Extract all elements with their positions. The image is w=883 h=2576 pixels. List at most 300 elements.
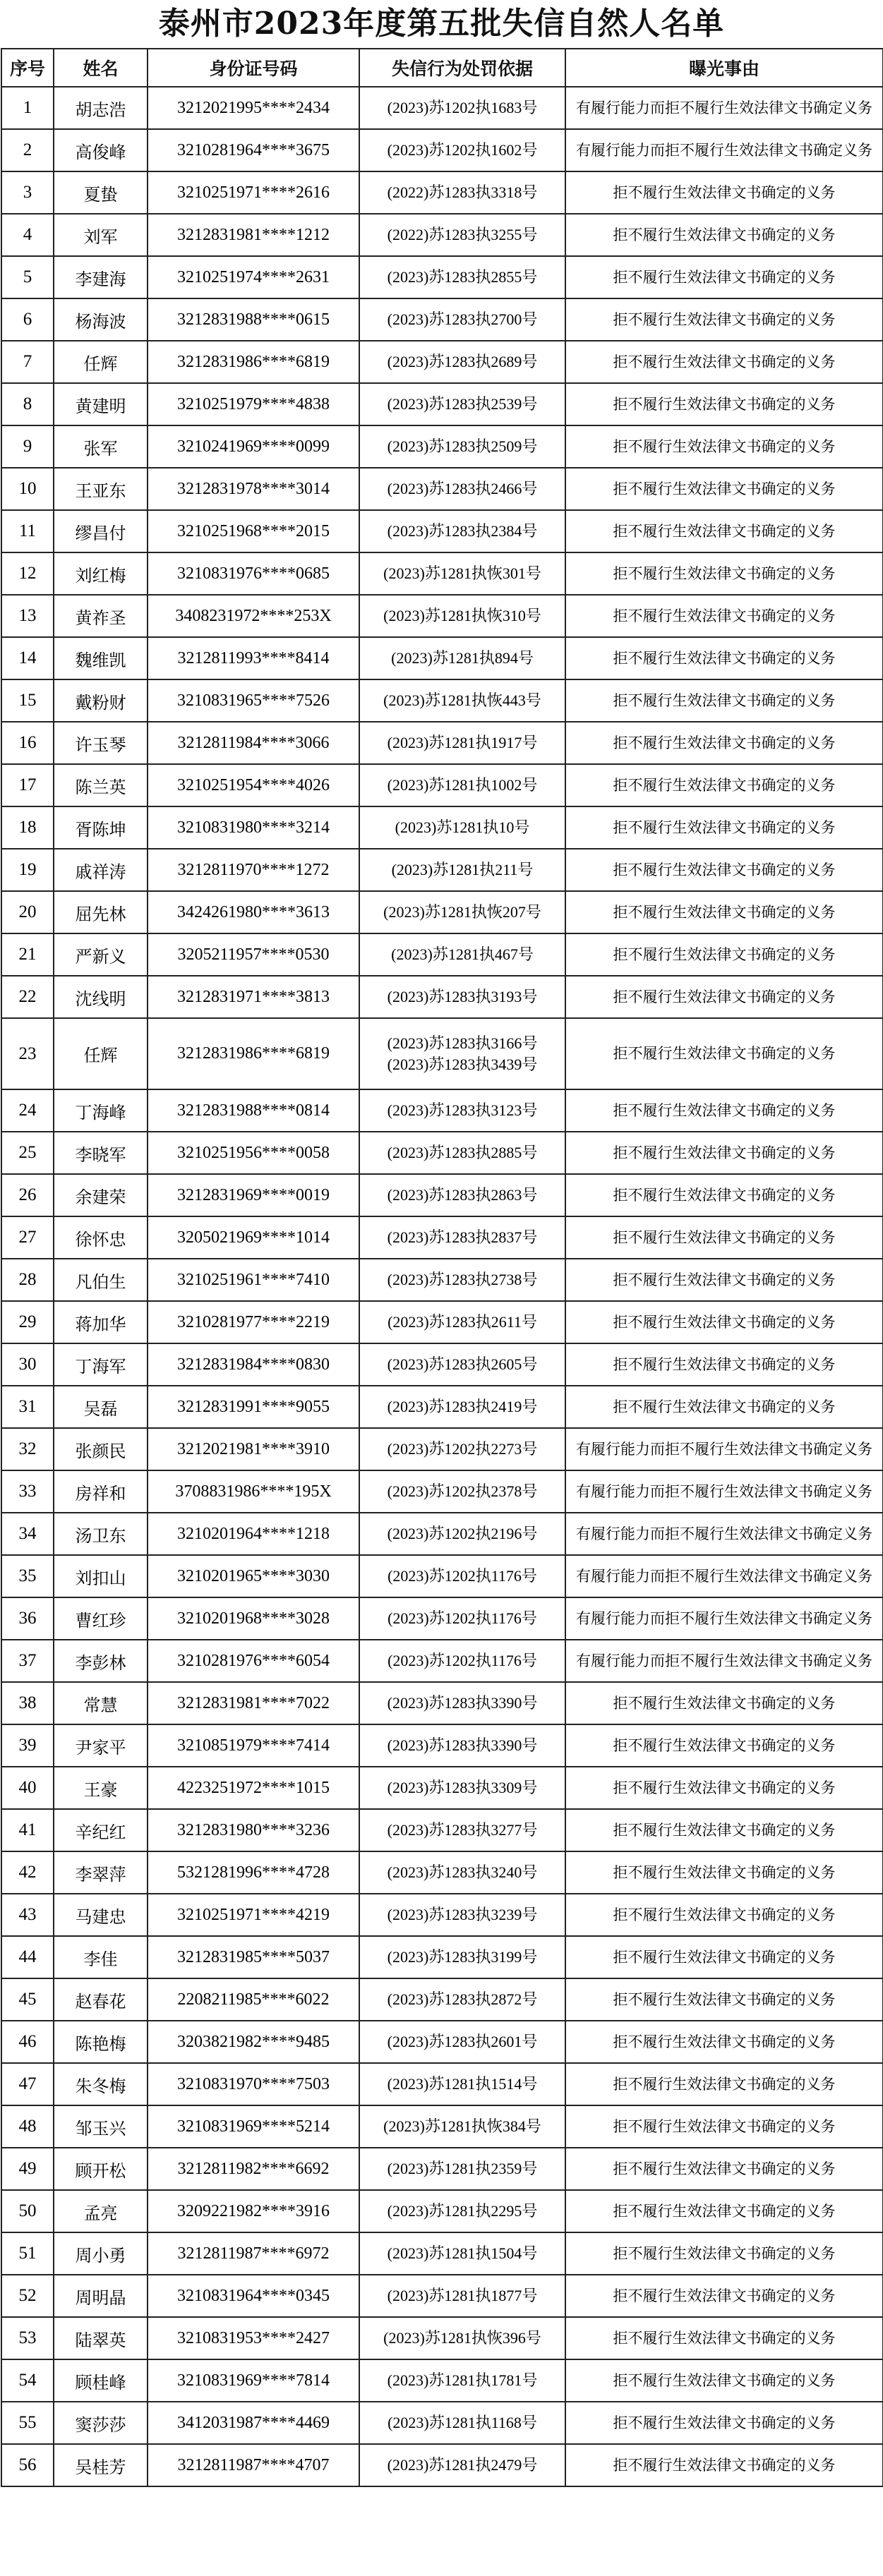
- person-name: 许玉琴: [54, 722, 148, 764]
- case-number: (2023)苏1283执2738号: [387, 1271, 538, 1288]
- row-number: 25: [1, 1132, 54, 1174]
- row-number: 49: [1, 2148, 54, 2190]
- row-number: 45: [1, 1978, 54, 2021]
- exposure-reason: [565, 2359, 883, 2402]
- exposure-reason-text: 拒不履行生效法律文书确定的义务: [613, 1821, 836, 1839]
- exposure-reason: [565, 1936, 883, 1978]
- table-row: [1, 171, 883, 214]
- person-name: 胡志浩: [54, 87, 148, 129]
- id-number: 3212831986****6819: [148, 341, 359, 383]
- id-number: 3212831984****0830: [148, 1343, 359, 1386]
- penalty-basis: [359, 679, 565, 722]
- exposure-reason-text: 拒不履行生效法律文书确定的义务: [613, 1271, 836, 1288]
- table-row: [1, 1428, 883, 1470]
- case-number: (2023)苏1283执3199号: [387, 1948, 538, 1966]
- case-number: (2023)苏1283执2419号: [387, 1398, 538, 1415]
- penalty-basis: [359, 425, 565, 468]
- table-row: [1, 298, 883, 341]
- penalty-basis: [359, 1259, 565, 1301]
- table-row: [1, 1809, 883, 1851]
- row-number: 12: [1, 552, 54, 595]
- exposure-reason-text: 拒不履行生效法律文书确定的义务: [613, 2117, 836, 2135]
- penalty-basis: [359, 87, 565, 129]
- id-number: 3210831964****0345: [148, 2275, 359, 2317]
- case-number: (2023)苏1283执3309号: [387, 1779, 538, 1796]
- case-number: (2023)苏1283执3166号: [387, 1034, 538, 1052]
- case-number: (2023)苏1283执2539号: [387, 395, 538, 413]
- row-number: 5: [1, 256, 54, 298]
- exposure-reason: [565, 1216, 883, 1259]
- penalty-basis: [359, 2444, 565, 2486]
- case-number: (2023)苏1281执1514号: [387, 2075, 538, 2093]
- table-row: [1, 2402, 883, 2444]
- exposure-reason-text: 拒不履行生效法律文书确定的义务: [613, 818, 836, 836]
- dishonest-persons-table: [1, 48, 883, 2487]
- table-row: [1, 1132, 883, 1174]
- table-row: [1, 214, 883, 256]
- person-name: 刘红梅: [54, 552, 148, 595]
- exposure-reason-text: 拒不履行生效法律文书确定的义务: [613, 2456, 836, 2474]
- case-number: (2023)苏1281执恢310号: [383, 607, 541, 624]
- person-name: 周小勇: [54, 2232, 148, 2275]
- id-number: 3210281964****3675: [148, 129, 359, 171]
- person-name: 朱冬梅: [54, 2063, 148, 2105]
- person-name: 任辉: [54, 1018, 148, 1089]
- id-number: 3210831965****7526: [148, 679, 359, 722]
- table-row: [1, 1724, 883, 1767]
- person-name: 魏维凯: [54, 637, 148, 679]
- row-number: 6: [1, 298, 54, 341]
- exposure-reason: [565, 679, 883, 722]
- exposure-reason-text: 拒不履行生效法律文书确定的义务: [613, 564, 836, 582]
- case-number: (2023)苏1202执2378号: [387, 1482, 538, 1500]
- exposure-reason-text: 拒不履行生效法律文书确定的义务: [613, 1398, 836, 1415]
- person-name: 尹家平: [54, 1724, 148, 1767]
- exposure-reason-text: 拒不履行生效法律文书确定的义务: [613, 2414, 836, 2431]
- exposure-reason-text: 拒不履行生效法律文书确定的义务: [613, 1101, 836, 1119]
- id-number: 3212811984****3066: [148, 722, 359, 764]
- table-row: [1, 1513, 883, 1555]
- header-exposure-reason: 曝光事由: [565, 49, 883, 87]
- penalty-basis: [359, 2402, 565, 2444]
- penalty-basis: [359, 849, 565, 891]
- penalty-basis: [359, 933, 565, 976]
- exposure-reason-text: 拒不履行生效法律文书确定的义务: [613, 1863, 836, 1881]
- person-name: 陈兰英: [54, 764, 148, 806]
- exposure-reason: [565, 383, 883, 425]
- penalty-basis: [359, 256, 565, 298]
- id-number: 3212831971****3813: [148, 976, 359, 1018]
- penalty-basis: [359, 1555, 565, 1597]
- case-number: (2023)苏1283执2689号: [387, 353, 538, 370]
- table-row: [1, 637, 883, 679]
- person-name: 吴磊: [54, 1386, 148, 1428]
- person-name: 王亚东: [54, 468, 148, 510]
- exposure-reason: [565, 1174, 883, 1216]
- row-number: 52: [1, 2275, 54, 2317]
- penalty-basis: [359, 891, 565, 933]
- person-name: 王豪: [54, 1767, 148, 1809]
- id-number: 3203821982****9485: [148, 2021, 359, 2063]
- id-number: 3210201965****3030: [148, 1555, 359, 1597]
- case-number: (2023)苏1283执3390号: [387, 1694, 538, 1712]
- id-number: 3708831986****195X: [148, 1470, 359, 1513]
- case-number: (2023)苏1281执1504号: [387, 2244, 538, 2262]
- exposure-reason-text: 拒不履行生效法律文书确定的义务: [613, 2033, 836, 2050]
- case-number: (2023)苏1281执恢443号: [383, 691, 541, 709]
- penalty-basis: [359, 2317, 565, 2359]
- table-row: [1, 1682, 883, 1724]
- exposure-reason: [565, 2232, 883, 2275]
- person-name: 窦莎莎: [54, 2402, 148, 2444]
- row-number: 48: [1, 2105, 54, 2148]
- person-name: 余建荣: [54, 1174, 148, 1216]
- person-name: 屈先林: [54, 891, 148, 933]
- id-number: 3210831969****7814: [148, 2359, 359, 2402]
- id-number: 3210251971****4219: [148, 1894, 359, 1936]
- person-name: 李建海: [54, 256, 148, 298]
- person-name: 辛纪红: [54, 1809, 148, 1851]
- row-number: 28: [1, 1259, 54, 1301]
- case-number: (2023)苏1281执恢207号: [383, 903, 541, 921]
- id-number: 3210251971****2616: [148, 171, 359, 214]
- table-row: [1, 1216, 883, 1259]
- person-name: 严新义: [54, 933, 148, 976]
- person-name: 夏蛰: [54, 171, 148, 214]
- id-number: 3212831981****7022: [148, 1682, 359, 1724]
- table-header-row: [1, 49, 883, 87]
- table-row: [1, 341, 883, 383]
- exposure-reason-text: 拒不履行生效法律文书确定的义务: [613, 2371, 836, 2389]
- case-number: (2023)苏1281执2295号: [387, 2202, 538, 2220]
- table-row: [1, 468, 883, 510]
- table-row: [1, 552, 883, 595]
- exposure-reason: [565, 1978, 883, 2021]
- row-number: 17: [1, 764, 54, 806]
- penalty-basis: [359, 806, 565, 849]
- table-row: [1, 1894, 883, 1936]
- penalty-basis: [359, 637, 565, 679]
- exposure-reason-text: 拒不履行生效法律文书确定的义务: [613, 1228, 836, 1246]
- table-row: [1, 2021, 883, 2063]
- person-name: 房祥和: [54, 1470, 148, 1513]
- penalty-basis: [359, 1978, 565, 2021]
- penalty-basis: [359, 1089, 565, 1132]
- penalty-basis: [359, 1386, 565, 1428]
- exposure-reason: [565, 2275, 883, 2317]
- exposure-reason-text: 拒不履行生效法律文书确定的义务: [613, 1906, 836, 1923]
- id-number: 3212831980****3236: [148, 1809, 359, 1851]
- id-number: 3210251961****7410: [148, 1259, 359, 1301]
- exposure-reason: [565, 214, 883, 256]
- person-name: 蒋加华: [54, 1301, 148, 1343]
- row-number: 4: [1, 214, 54, 256]
- case-number: (2023)苏1281执894号: [391, 649, 534, 667]
- penalty-basis: [359, 1216, 565, 1259]
- person-name: 陆翠英: [54, 2317, 148, 2359]
- person-name: 丁海峰: [54, 1089, 148, 1132]
- person-name: 周明晶: [54, 2275, 148, 2317]
- person-name: 胥陈坤: [54, 806, 148, 849]
- row-number: 18: [1, 806, 54, 849]
- exposure-reason: [565, 87, 883, 129]
- id-number: 3210831970****7503: [148, 2063, 359, 2105]
- table-row: [1, 891, 883, 933]
- penalty-basis: [359, 1682, 565, 1724]
- exposure-reason-text: 拒不履行生效法律文书确定的义务: [613, 2287, 836, 2304]
- exposure-reason-text: 拒不履行生效法律文书确定的义务: [613, 1313, 836, 1331]
- case-number: (2023)苏1283执2601号: [387, 2033, 538, 2050]
- person-name: 邹玉兴: [54, 2105, 148, 2148]
- person-name: 张军: [54, 425, 148, 468]
- table-row: [1, 1978, 883, 2021]
- case-number: (2023)苏1281执2359号: [387, 2160, 538, 2177]
- id-number: 3412031987****4469: [148, 2402, 359, 2444]
- exposure-reason: [565, 891, 883, 933]
- case-number: (2023)苏1202执1602号: [387, 141, 538, 159]
- row-number: 37: [1, 1640, 54, 1682]
- penalty-basis: [359, 383, 565, 425]
- exposure-reason: [565, 298, 883, 341]
- exposure-reason-text: 拒不履行生效法律文书确定的义务: [613, 649, 836, 667]
- exposure-reason: [565, 1301, 883, 1343]
- exposure-reason: [565, 425, 883, 468]
- case-number: (2023)苏1202执1176号: [388, 1567, 537, 1585]
- table-row: [1, 2148, 883, 2190]
- case-number: (2023)苏1202执2273号: [387, 1440, 538, 1458]
- table-row: [1, 1767, 883, 1809]
- penalty-basis: [359, 2359, 565, 2402]
- table-row: [1, 129, 883, 171]
- row-number: 27: [1, 1216, 54, 1259]
- case-number: (2023)苏1202执2196号: [387, 1525, 538, 1542]
- case-number: (2023)苏1281执211号: [391, 861, 534, 878]
- exposure-reason: [565, 1428, 883, 1470]
- table-row: [1, 2444, 883, 2486]
- row-number: 33: [1, 1470, 54, 1513]
- id-number: 3212831981****1212: [148, 214, 359, 256]
- id-number: 3212831988****0615: [148, 298, 359, 341]
- person-name: 李佳: [54, 1936, 148, 1978]
- table-row: [1, 764, 883, 806]
- case-number: (2023)苏1283执3277号: [387, 1821, 538, 1839]
- case-number: (2023)苏1281执恢384号: [383, 2117, 541, 2135]
- table-row: [1, 1851, 883, 1894]
- table-row: [1, 1936, 883, 1978]
- person-name: 陈艳梅: [54, 2021, 148, 2063]
- case-number: (2023)苏1202执1176号: [388, 1652, 537, 1669]
- exposure-reason: [565, 1018, 883, 1089]
- exposure-reason: [565, 2148, 883, 2190]
- penalty-basis: [359, 1018, 565, 1089]
- table-row: [1, 806, 883, 849]
- row-number: 34: [1, 1513, 54, 1555]
- exposure-reason: [565, 2190, 883, 2232]
- penalty-basis: [359, 171, 565, 214]
- person-name: 丁海军: [54, 1343, 148, 1386]
- penalty-basis: [359, 722, 565, 764]
- person-name: 戴粉财: [54, 679, 148, 722]
- row-number: 35: [1, 1555, 54, 1597]
- exposure-reason-text: 拒不履行生效法律文书确定的义务: [613, 607, 836, 624]
- case-number: (2022)苏1283执3255号: [387, 226, 538, 243]
- person-name: 赵春花: [54, 1978, 148, 2021]
- row-number: 42: [1, 1851, 54, 1894]
- person-name: 刘扣山: [54, 1555, 148, 1597]
- exposure-reason: [565, 933, 883, 976]
- id-number: 3210851979****7414: [148, 1724, 359, 1767]
- exposure-reason-text: 拒不履行生效法律文书确定的义务: [613, 353, 836, 370]
- row-number: 13: [1, 595, 54, 637]
- exposure-reason: [565, 1809, 883, 1851]
- exposure-reason: [565, 2105, 883, 2148]
- row-number: 8: [1, 383, 54, 425]
- penalty-basis: [359, 1936, 565, 1978]
- row-number: 43: [1, 1894, 54, 1936]
- penalty-basis: [359, 976, 565, 1018]
- exposure-reason-text: 拒不履行生效法律文书确定的义务: [613, 988, 836, 1005]
- row-number: 50: [1, 2190, 54, 2232]
- case-number: (2023)苏1202执1176号: [388, 1609, 537, 1627]
- exposure-reason-text: 有履行能力而拒不履行生效法律文书确定义务: [576, 99, 872, 116]
- case-number: (2023)苏1202执1683号: [387, 99, 538, 116]
- exposure-reason-text: 拒不履行生效法律文书确定的义务: [613, 1045, 836, 1062]
- row-number: 39: [1, 1724, 54, 1767]
- row-number: 51: [1, 2232, 54, 2275]
- row-number: 46: [1, 2021, 54, 2063]
- exposure-reason: [565, 637, 883, 679]
- id-number: 3212831991****9055: [148, 1386, 359, 1428]
- row-number: 56: [1, 2444, 54, 2486]
- table-row: [1, 1555, 883, 1597]
- id-number: 3210251974****2631: [148, 256, 359, 298]
- penalty-basis: [359, 1301, 565, 1343]
- penalty-basis: [359, 298, 565, 341]
- penalty-basis: [359, 1597, 565, 1640]
- id-number: 3210251954****4026: [148, 764, 359, 806]
- case-number: (2023)苏1283执2872号: [387, 1990, 538, 2008]
- id-number: 3210831980****3214: [148, 806, 359, 849]
- exposure-reason: [565, 468, 883, 510]
- person-name: 孟亮: [54, 2190, 148, 2232]
- exposure-reason: [565, 510, 883, 552]
- exposure-reason: [565, 1343, 883, 1386]
- table-row: [1, 849, 883, 891]
- table-row: [1, 1174, 883, 1216]
- penalty-basis: [359, 2148, 565, 2190]
- penalty-basis: [359, 510, 565, 552]
- row-number: 15: [1, 679, 54, 722]
- row-number: 30: [1, 1343, 54, 1386]
- case-number: (2023)苏1283执3240号: [387, 1863, 538, 1881]
- id-number: 5321281996****4728: [148, 1851, 359, 1894]
- exposure-reason-text: 拒不履行生效法律文书确定的义务: [613, 861, 836, 878]
- penalty-basis: [359, 1513, 565, 1555]
- exposure-reason-text: 拒不履行生效法律文书确定的义务: [613, 945, 836, 963]
- case-number: (2023)苏1281执1002号: [387, 776, 538, 794]
- table-row: [1, 2190, 883, 2232]
- penalty-basis: [359, 1132, 565, 1174]
- row-number: 9: [1, 425, 54, 468]
- row-number: 55: [1, 2402, 54, 2444]
- table-row: [1, 1301, 883, 1343]
- case-number: (2023)苏1281执1781号: [387, 2371, 538, 2389]
- person-name: 缪昌付: [54, 510, 148, 552]
- case-number: (2023)苏1283执2885号: [387, 1144, 538, 1161]
- penalty-basis: [359, 1767, 565, 1809]
- id-number: 3210201968****3028: [148, 1597, 359, 1640]
- penalty-basis: [359, 1851, 565, 1894]
- id-number: 3210201964****1218: [148, 1513, 359, 1555]
- person-name: 徐怀忠: [54, 1216, 148, 1259]
- exposure-reason-text: 拒不履行生效法律文书确定的义务: [613, 1186, 836, 1204]
- penalty-basis: [359, 1724, 565, 1767]
- exposure-reason: [565, 1894, 883, 1936]
- exposure-reason: [565, 1597, 883, 1640]
- exposure-reason-text: 有履行能力而拒不履行生效法律文书确定义务: [576, 1567, 872, 1585]
- exposure-reason: [565, 256, 883, 298]
- table-row: [1, 87, 883, 129]
- table-row: [1, 933, 883, 976]
- exposure-reason: [565, 764, 883, 806]
- exposure-reason-text: 拒不履行生效法律文书确定的义务: [613, 2329, 836, 2347]
- id-number: 3210831969****5214: [148, 2105, 359, 2148]
- exposure-reason-text: 拒不履行生效法律文书确定的义务: [613, 691, 836, 709]
- person-name: 顾开松: [54, 2148, 148, 2190]
- table-row: [1, 1018, 883, 1089]
- exposure-reason: [565, 2021, 883, 2063]
- id-number: 3212831978****3014: [148, 468, 359, 510]
- person-name: 曹红珍: [54, 1597, 148, 1640]
- table-row: [1, 1470, 883, 1513]
- exposure-reason: [565, 2063, 883, 2105]
- id-number: 3212831988****0814: [148, 1089, 359, 1132]
- exposure-reason-text: 拒不履行生效法律文书确定的义务: [613, 776, 836, 794]
- id-number: 3212831986****6819: [148, 1018, 359, 1089]
- row-number: 54: [1, 2359, 54, 2402]
- penalty-basis: [359, 214, 565, 256]
- person-name: 汤卫东: [54, 1513, 148, 1555]
- table-row: [1, 510, 883, 552]
- table-row: [1, 1089, 883, 1132]
- penalty-basis: [359, 1470, 565, 1513]
- table-row: [1, 2105, 883, 2148]
- exposure-reason: [565, 1767, 883, 1809]
- id-number: 4223251972****1015: [148, 1767, 359, 1809]
- exposure-reason: [565, 806, 883, 849]
- penalty-basis: [359, 1343, 565, 1386]
- exposure-reason-text: 拒不履行生效法律文书确定的义务: [613, 183, 836, 201]
- case-number: (2023)苏1283执2855号: [387, 268, 538, 286]
- id-number: 3205021969****1014: [148, 1216, 359, 1259]
- id-number: 3424261980****3613: [148, 891, 359, 933]
- case-number: (2023)苏1281执1917号: [387, 734, 538, 751]
- id-number: 3210281976****6054: [148, 1640, 359, 1682]
- table-row: [1, 722, 883, 764]
- case-number: (2023)苏1283执2700号: [387, 310, 538, 328]
- row-number: 10: [1, 468, 54, 510]
- case-number: (2023)苏1281执恢396号: [383, 2329, 541, 2347]
- person-name: 李晓军: [54, 1132, 148, 1174]
- row-number: 41: [1, 1809, 54, 1851]
- exposure-reason: [565, 1386, 883, 1428]
- person-name: 常慧: [54, 1682, 148, 1724]
- header-name: 姓名: [54, 49, 148, 87]
- case-number: (2023)苏1283执3239号: [387, 1906, 538, 1923]
- exposure-reason-text: 拒不履行生效法律文书确定的义务: [613, 1694, 836, 1712]
- table-row: [1, 2275, 883, 2317]
- exposure-reason-text: 拒不履行生效法律文书确定的义务: [613, 1144, 836, 1161]
